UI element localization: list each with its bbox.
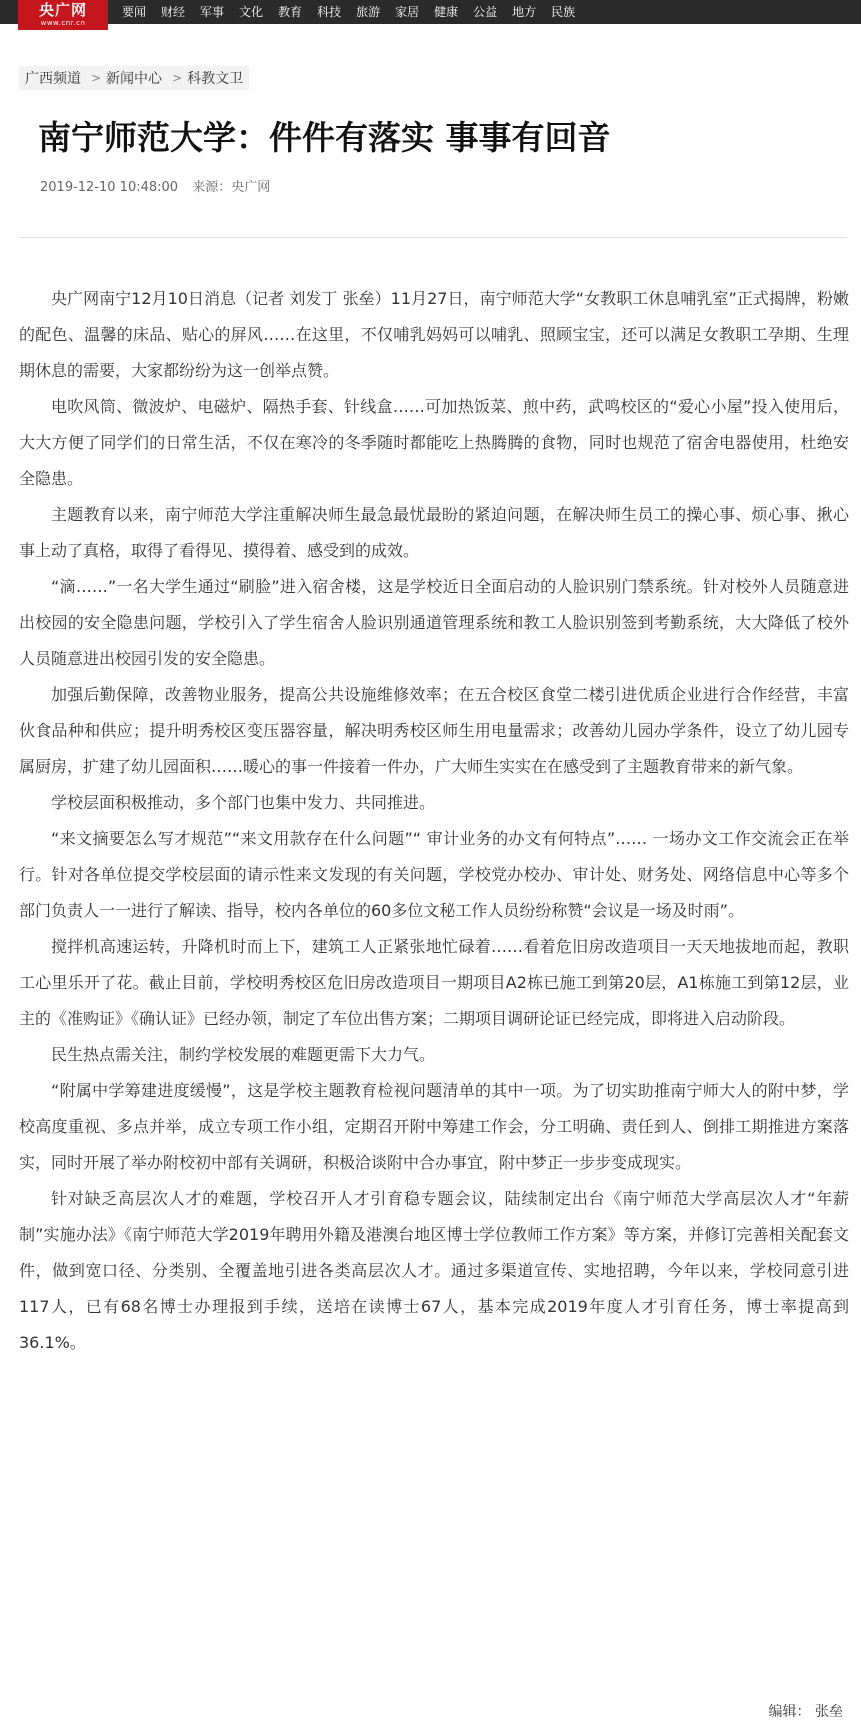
nav-item-culture[interactable]: 文化 [239, 5, 264, 19]
nav-item-travel[interactable]: 旅游 [356, 5, 381, 19]
nav-item-charity[interactable]: 公益 [473, 5, 498, 19]
article-paragraph: “来文摘要怎么写才规范”“来文用款存在什么问题”“ 审计业务的办文有何特点”…… 一场办文工作交流会正在举行。针对各单位提交学校层面的请示性来文发现的有关问题，学校党办校办、审计处、财务处、网络信息中心等多个部门负责人一一进行了解读、指导，校内各单位的60多位文秘工作人员纷纷称赞“会议是一场及时雨”。 [19, 829, 849, 920]
publish-date: 2019-12-10 10:48:00 [40, 180, 179, 195]
nav-item-health[interactable]: 健康 [434, 5, 459, 19]
breadcrumb-item-news-center[interactable]: 新闻中心 [106, 71, 163, 87]
channel-nav [122, 0, 590, 24]
article-body [19, 281, 849, 1361]
article-paragraph: 主题教育以来，南宁师范大学注重解决师生最急最忧最盼的紧迫问题，在解决师生员工的操心事、烦心事、揪心事上动了真格，取得了看得见、摸得着、感受到的成效。 [19, 505, 849, 560]
nav-item-tech[interactable]: 科技 [317, 5, 342, 19]
article-meta [40, 176, 270, 195]
title-divider [19, 237, 847, 238]
nav-item-local[interactable]: 地方 [512, 5, 537, 19]
nav-item-home[interactable]: 家居 [395, 5, 420, 19]
logo-url: www.cnr.cn [40, 19, 86, 27]
article-paragraph: 针对缺乏高层次人才的难题，学校召开人才引育稳专题会议，陆续制定出台《南宁师范大学高层次人才“年薪制”实施办法》《南宁师范大学2019年聘用外籍及港澳台地区博士学位教师工作方案》等方案，并修订完善相关配套文件，做到宽口径、分类别、全覆盖地引进各类高层次人才。通过多渠道宣传、实地招聘，今年以来，学校同意引进117人，已有68名博士办理报到手续，送培在读博士67人，基本完成2019年度人才引育任务，博士率提高到36.1%。 [19, 1189, 849, 1352]
article-paragraph: “滴……”一名大学生通过“刷脸”进入宿舍楼，这是学校近日全面启动的人脸识别门禁系统。针对校外人员随意进出校园的安全隐患问题，学校引入了学生宿舍人脸识别通道管理系统和教工人脸识别签到考勤系统，大大降低了校外人员随意进出校园引发的安全隐患。 [19, 577, 849, 668]
breadcrumb [19, 66, 249, 90]
nav-item-news[interactable]: 要闻 [122, 5, 147, 19]
breadcrumb-separator: > [91, 71, 102, 85]
logo-text: 央广网 [38, 1, 87, 19]
nav-item-education[interactable]: 教育 [278, 5, 303, 19]
breadcrumb-separator: > [172, 71, 183, 85]
article-paragraph: 学校层面积极推动，多个部门也集中发力、共同推进。 [51, 793, 436, 812]
article-title: 南宁师范大学：件件有落实 事事有回音 [38, 118, 611, 157]
article-paragraph: 搅拌机高速运转，升降机时而上下，建筑工人正紧张地忙碌着……看着危旧房改造项目一天天地拔地而起，教职工心里乐开了花。截止目前，学校明秀校区危旧房改造项目一期项目A2栋已施工到第20层，A1栋施工到第12层，业主的《准购证》《确认证》已经办领，制定了车位出售方案；二期项目调研论证已经完成，即将进入启动阶段。 [19, 937, 849, 1028]
article-paragraph: 央广网南宁12月10日消息（记者 刘发丁 张垒）11月27日，南宁师范大学“女教职工休息哺乳室”正式揭牌，粉嫩的配色、温馨的床品、贴心的屏风……在这里，不仅哺乳妈妈可以哺乳、照顾宝宝，还可以满足女教职工孕期、生理期休息的需要，大家都纷纷为这一创举点赞。 [19, 289, 849, 380]
article-paragraph: “附属中学筹建进度缓慢”，这是学校主题教育检视问题清单的其中一项。为了切实助推南宁师大人的附中梦，学校高度重视、多点并举，成立专项工作小组，定期召开附中筹建工作会，分工明确、责任到人、倒排工期推进方案落实，同时开展了举办附校初中部有关调研，积极洽谈附中合办事宜，附中梦正一步步变成现实。 [19, 1081, 849, 1172]
nav-item-ethnic[interactable]: 民族 [551, 5, 576, 19]
site-logo[interactable] [18, 0, 108, 30]
top-nav-bar [0, 0, 861, 27]
article-source: 来源：央广网 [192, 180, 271, 195]
breadcrumb-item-guangxi[interactable]: 广西频道 [25, 71, 81, 87]
article-paragraph: 电吹风筒、微波炉、电磁炉、隔热手套、针线盒……可加热饭菜、煎中药，武鸣校区的“爱心小屋”投入使用后，大大方便了同学们的日常生活，不仅在寒冷的冬季随时都能吃上热腾腾的食物，同时也规范了宿舍电器使用，杜绝安全隐患。 [19, 397, 849, 488]
breadcrumb-item-science-education[interactable]: 科教文卫 [187, 71, 244, 87]
nav-item-finance[interactable]: 财经 [161, 5, 186, 19]
article-paragraph: 民生热点需关注，制约学校发展的难题更需下大力气。 [51, 1045, 436, 1064]
article-paragraph: 加强后勤保障，改善物业服务，提高公共设施维修效率；在五合校区食堂二楼引进优质企业进行合作经营，丰富伙食品种和供应；提升明秀校区变压器容量，解决明秀校区师生用电量需求；改善幼儿园办学条件，设立了幼儿园专属厨房，扩建了幼儿园面积……暖心的事一件接着一件办，广大师生实实在在感受到了主题教育带来的新气象。 [19, 685, 849, 776]
nav-item-military[interactable]: 军事 [200, 5, 225, 19]
editor-credit: 编辑： 张垒 [768, 1704, 843, 1720]
